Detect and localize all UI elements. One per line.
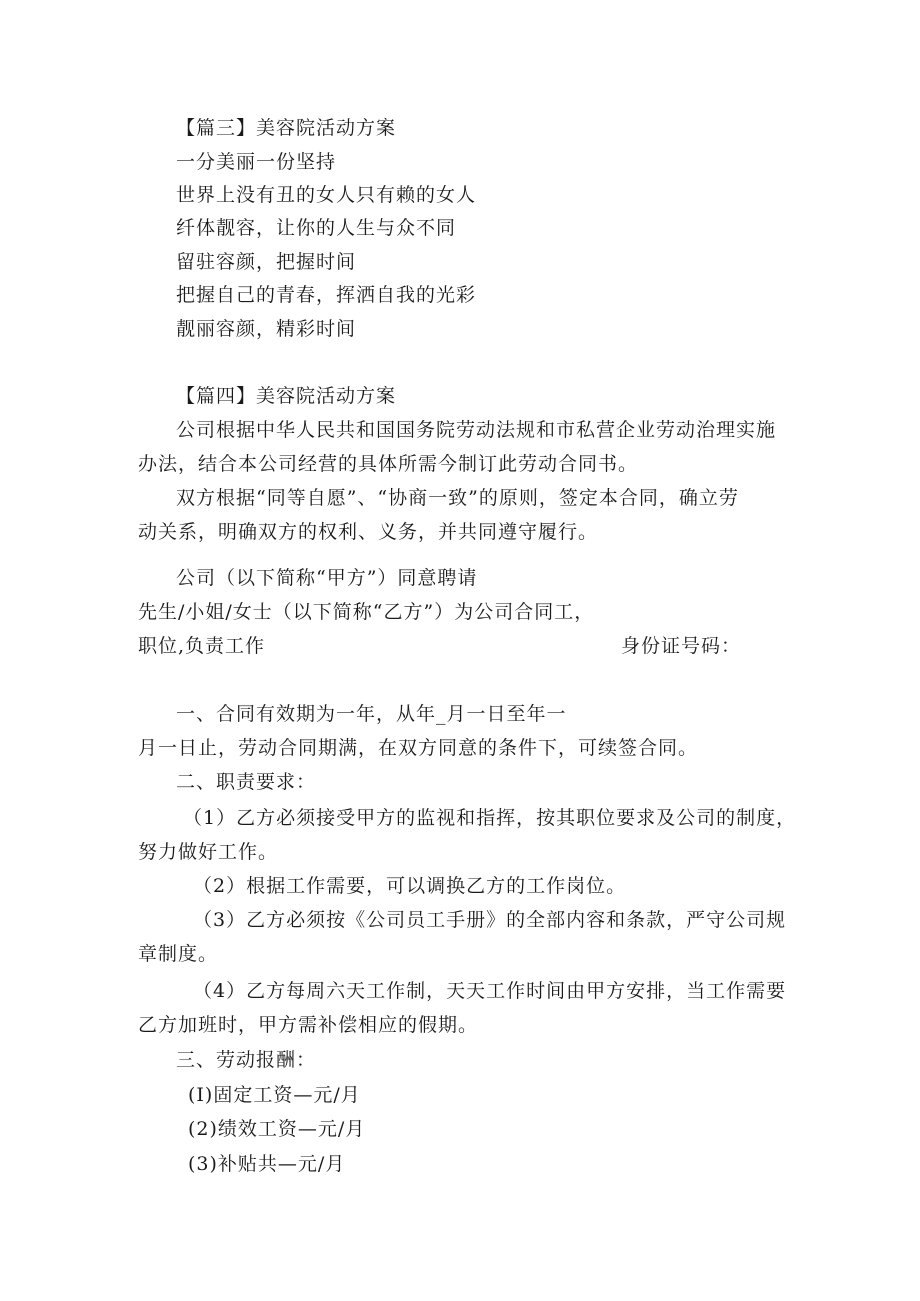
section3-heading: 【篇三】美容院活动方案 [176,117,397,139]
salary-line: (2)绩效工资—元/月 [188,1118,366,1140]
hire-line: 公司（以下简称“甲方”）同意聘请 [176,567,478,589]
clause-line: 努力做好工作。 [138,841,279,863]
slogan-line: 纤体靓容，让你的人生与众不同 [176,217,457,239]
clause-line: 一、合同有效期为一年，从年_月一日至年一 [176,703,567,725]
paragraph-line: 公司根据中华人民共和国国务院劳动法规和市私营企业劳动治理实施 [176,419,777,441]
clause-line: （1）乙方必须接受甲方的监视和指挥，按其职位要求及公司的制度， [183,807,797,829]
salary-line: (I)固定工资—元/月 [188,1084,361,1106]
clause-line: （2）根据工作需要，可以调换乙方的工作岗位。 [193,875,627,897]
clause-heading: 二、职责要求： [176,771,317,793]
hire-line: 先生/小姐/女士（以下简称“乙方”）为公司合同工， [138,601,595,623]
clause-line: （3）乙方必须按《公司员工手册》的全部内容和条款，严守公司规 [193,909,787,931]
clause-line: （4）乙方每周六天工作制，天天工作时间由甲方安排，当工作需要 [193,980,787,1002]
clause-line: 月一日止，劳动合同期满，在双方同意的条件下，可续签合同。 [138,737,699,759]
section4-heading: 【篇四】美容院活动方案 [176,385,397,407]
salary-line: (3)补贴共—元/月 [188,1153,346,1175]
slogan-line: 靓丽容颜，精彩时间 [176,318,357,340]
paragraph-line: 动关系，明确双方的权利、义务，并共同遵守履行。 [138,521,599,543]
paragraph-line: 办法，结合本公司经营的具体所需今制订此劳动合同书。 [138,453,639,475]
clause-line: 章制度。 [138,943,219,965]
slogan-line: 留驻容颜，把握时间 [176,251,357,273]
slogan-line: 一分美丽一份坚持 [176,151,337,173]
clause-heading: 三、劳动报酬： [176,1049,317,1071]
slogan-line: 把握自己的青春，挥洒自我的光彩 [176,284,477,306]
slogan-line: 世界上没有丑的女人只有赖的女人 [176,184,477,206]
paragraph-line: 双方根据“同等自愿”、“协商一致”的原则，签定本合同，确立劳 [176,487,739,509]
clause-line: 乙方加班时，甲方需补偿相应的假期。 [138,1014,479,1036]
id-number-label: 身份证号码： [621,635,742,657]
position-line: 职位,负责工作 [138,635,266,657]
